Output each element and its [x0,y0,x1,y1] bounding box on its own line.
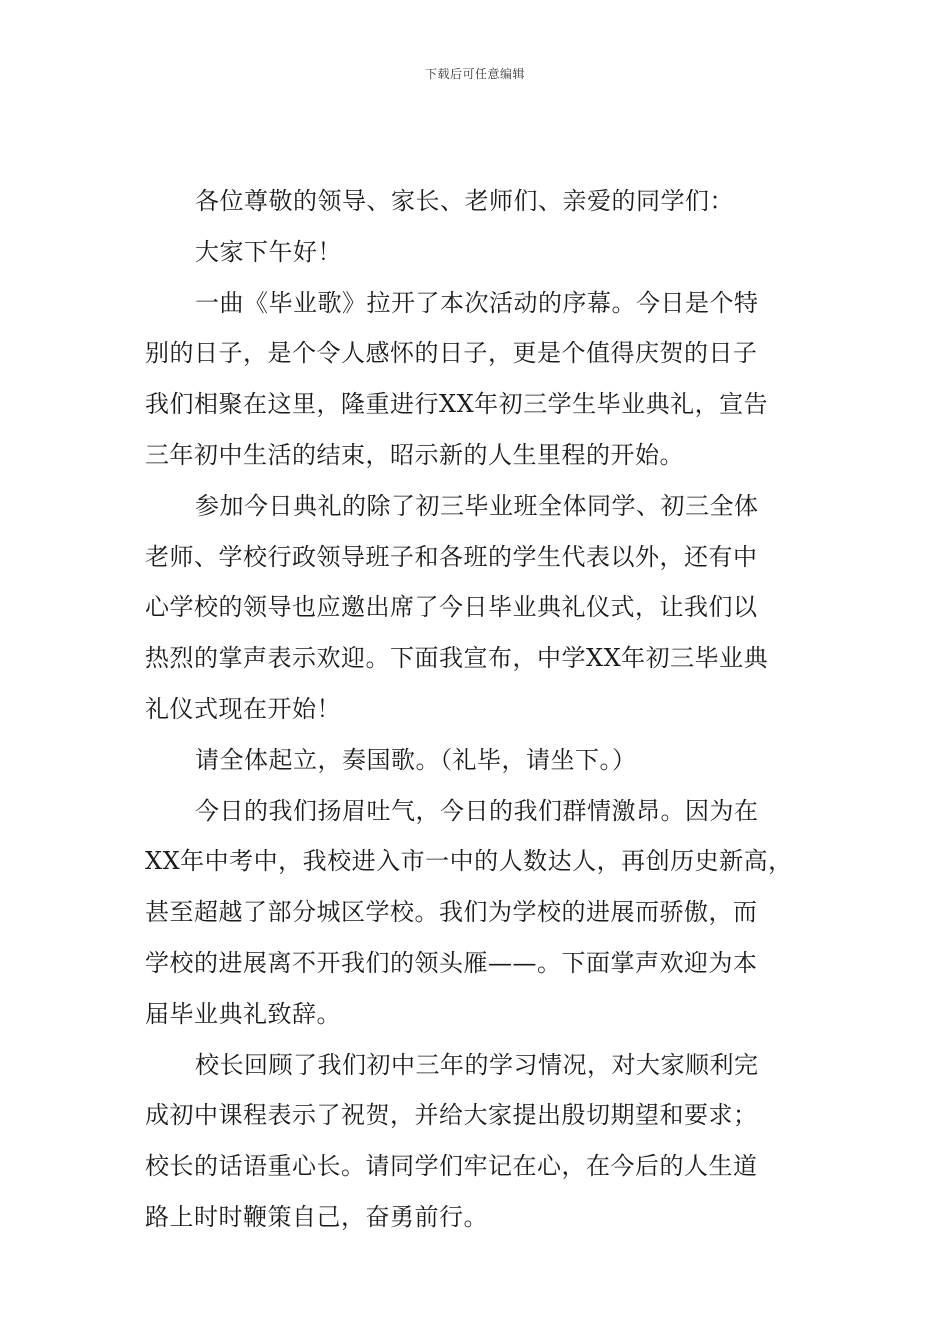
text-line: 礼仪式现在开始！ [145,694,341,723]
text-line: 各位尊敬的领导、家长、老师们、亲爱的同学们： [195,187,734,215]
text-line: 学校的进展离不开我们的领头雁——。下面掌声欢迎为本 [145,948,758,977]
text-line: 成初中课程表示了祝贺，并给大家提出殷切期望和要求； [145,1101,758,1130]
text-line: 校长的话语重心长。请同学们牢记在心，在今后的人生道 [145,1152,758,1181]
text-line: 甚至超越了部分城区学校。我们为学校的进展而骄傲，而 [145,898,758,927]
text-line: 校长回顾了我们初中三年的学习情况，对大家顺利完 [195,1050,759,1079]
text-line: 我们相聚在这里，隆重进行XX年初三学生毕业典礼，宣告 [145,390,769,419]
document-body [145,178,835,1245]
text-line: 老师、学校行政领导班子和各班的学生代表以外，还有中 [145,542,758,571]
text-line: 今日的我们扬眉吐气，今日的我们群情激昂。因为在 [195,796,759,825]
text-line: 别的日子，是个令人感怀的日子，更是个值得庆贺的日子 [145,339,758,368]
text-line: XX年中考中，我校进入市一中的人数达人，再创历史新高， [145,847,793,876]
text-line: 热烈的掌声表示欢迎。下面我宣布，中学XX年初三毕业典 [145,644,769,673]
text-line: 参加今日典礼的除了初三毕业班全体同学、初三全体 [195,491,759,520]
text-line: 三年初中生活的结束，昭示新的人生里程的开始。 [145,440,684,469]
header-note: 下载后可任意编辑 [424,67,525,81]
text-line: 大家下午好！ [195,237,342,266]
text-line: 心学校的领导也应邀出席了今日毕业典礼仪式，让我们以 [145,593,758,622]
text-line: 届毕业典礼致辞。 [145,999,341,1028]
text-line: 请全体起立，奏国歌。（礼毕，请坐下。） [195,745,637,774]
text-line: 一曲《毕业歌》拉开了本次活动的序幕。今日是个特 [195,288,759,317]
text-line: 路上时时鞭策自己，奋勇前行。 [145,1202,488,1231]
